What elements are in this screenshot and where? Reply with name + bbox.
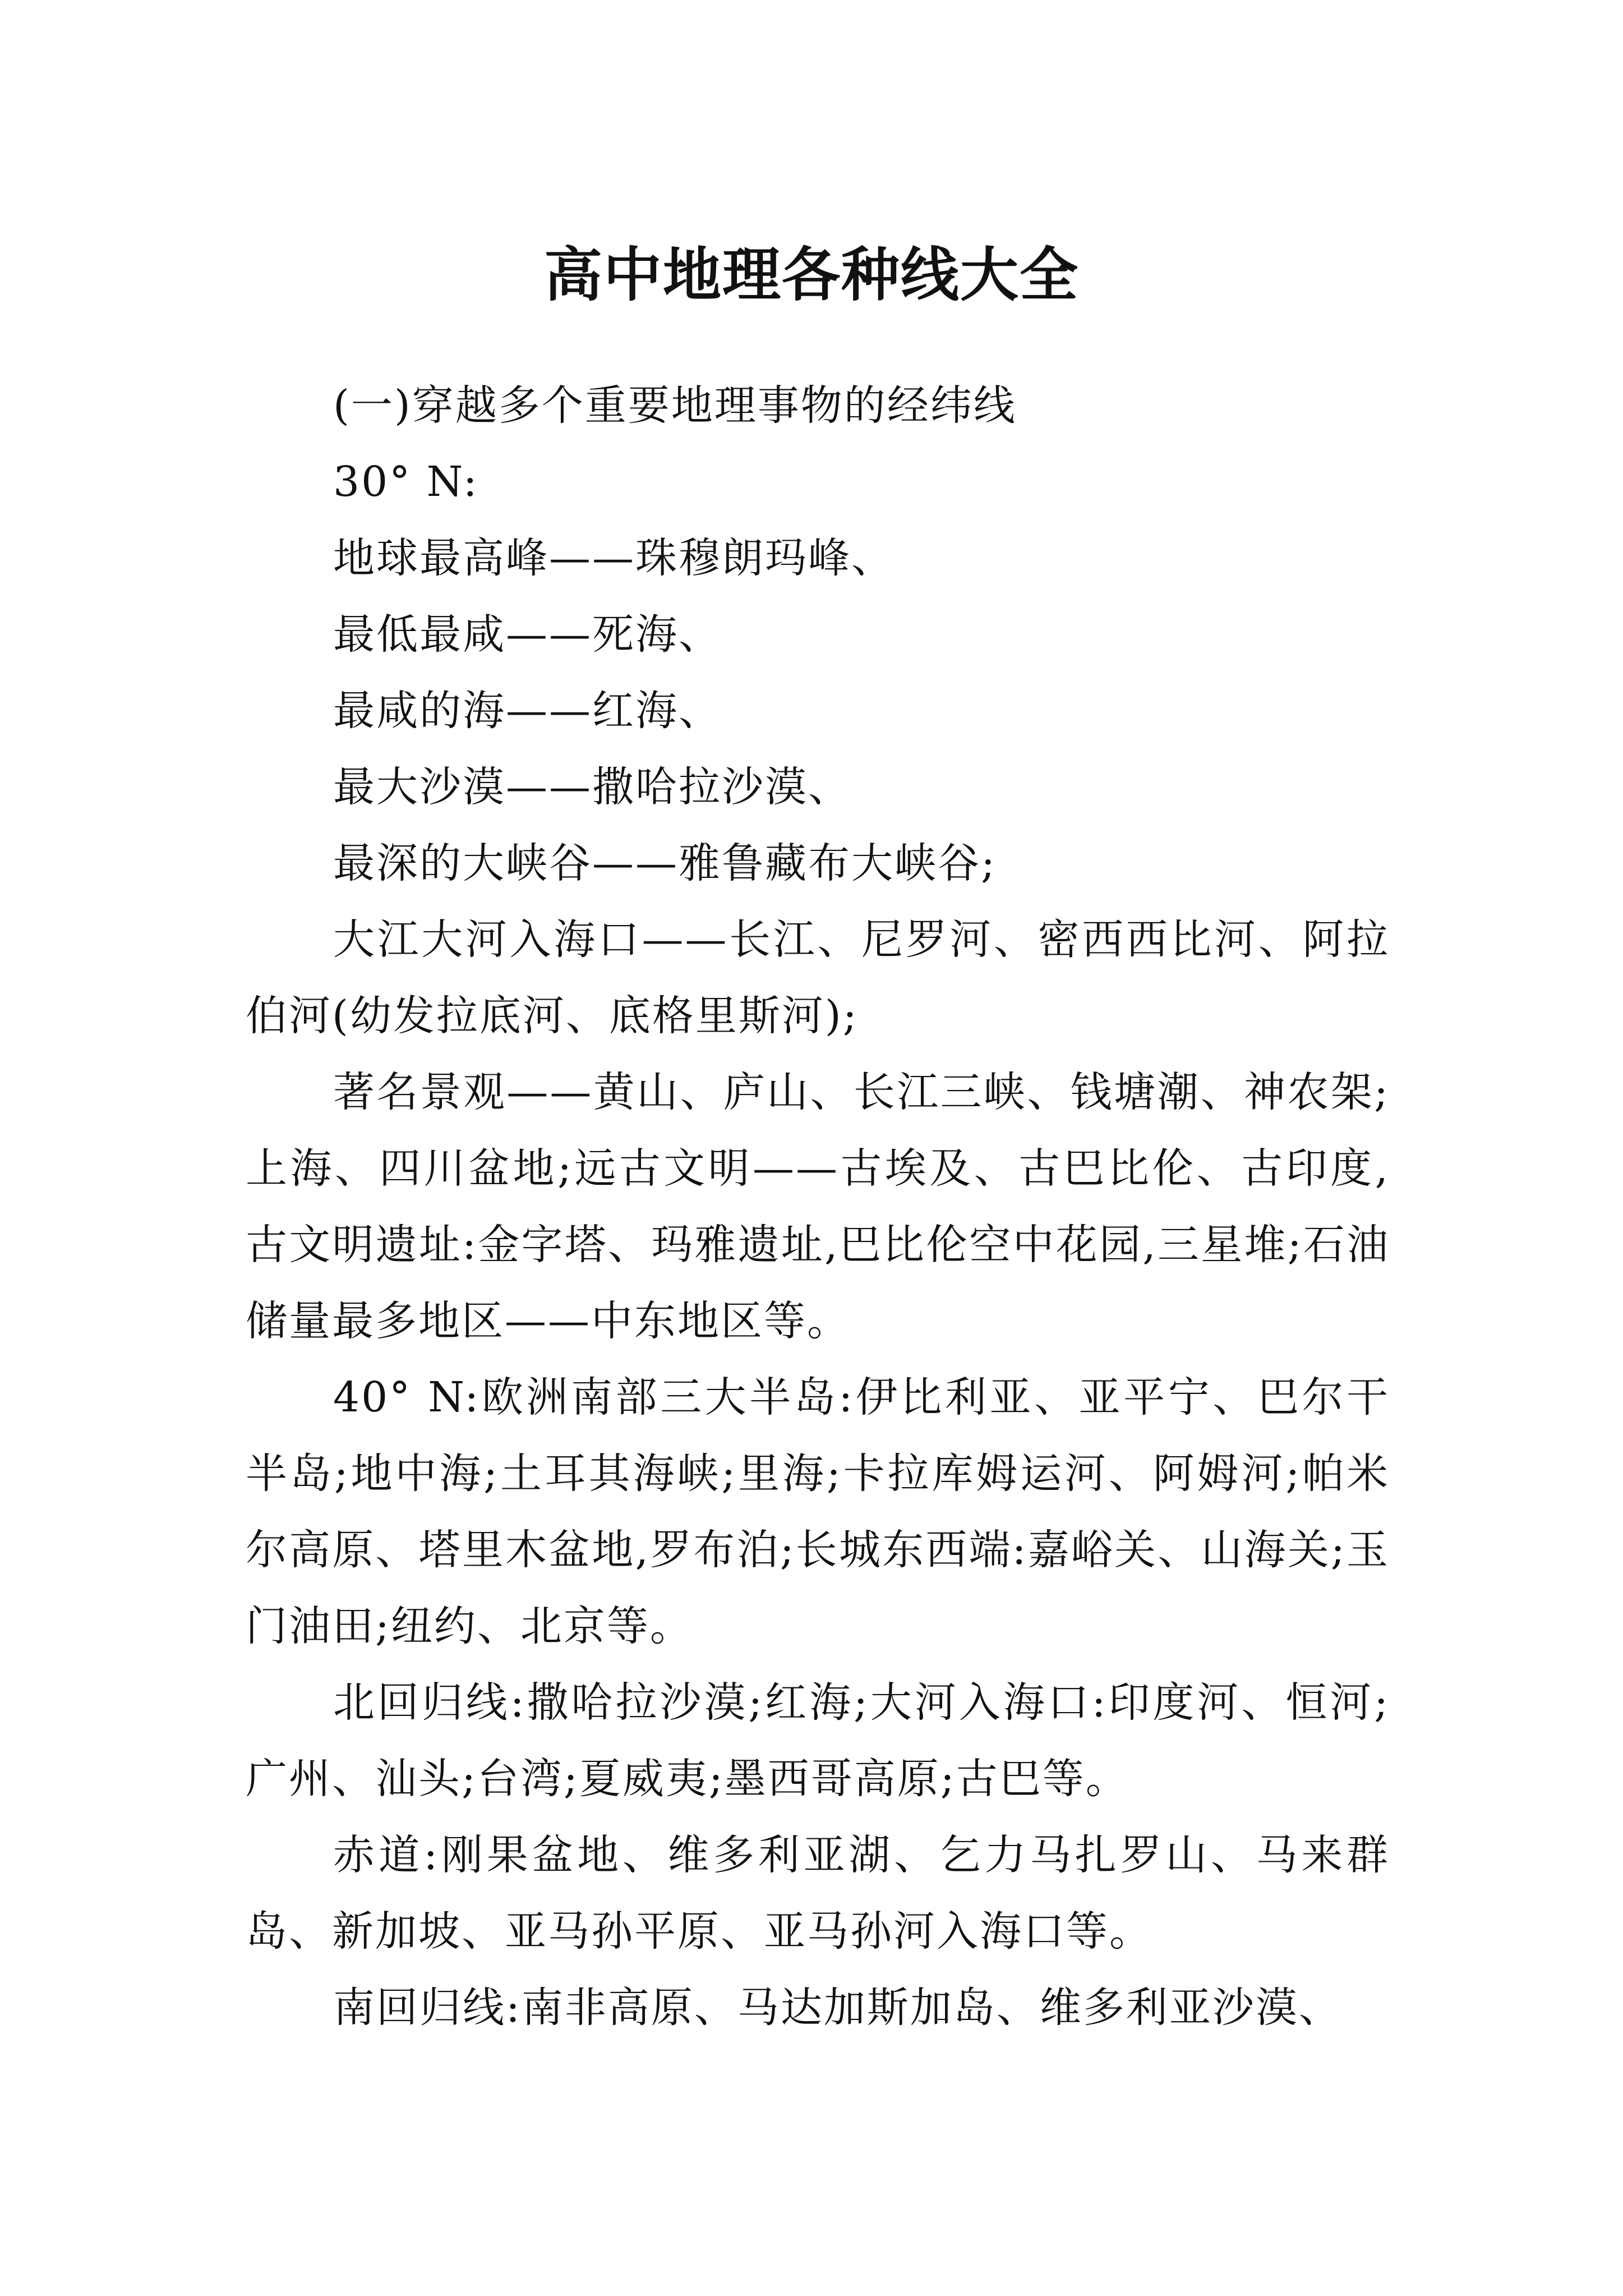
paragraph-section-heading: (一)穿越多个重要地理事物的经纬线	[333, 381, 1017, 430]
paragraph-equator: 赤道:刚果盆地、维多利亚湖、乞力马扎罗山、马来群岛、新加坡、亚马孙平原、亚马孙河入海口等。	[246, 1831, 1390, 1955]
paragraph-tropic-of-capricorn: 南回归线:南非高原、马达加斯加岛、维多利亚沙漠、	[333, 1984, 1342, 2032]
paragraph-highest-peak: 地球最高峰——珠穆朗玛峰、	[333, 534, 895, 582]
paragraph-30n-label: 30° N:	[333, 458, 479, 506]
paragraph-dead-sea: 最低最咸——死海、	[333, 610, 722, 659]
paragraph-sahara: 最大沙漠——撒哈拉沙漠、	[333, 763, 851, 811]
paragraph-canyon: 最深的大峡谷——雅鲁藏布大峡谷;	[333, 839, 997, 887]
paragraph-river-mouths: 大江大河入海口——长江、尼罗河、密西西比河、阿拉伯河(幼发拉底河、底格里斯河);	[246, 915, 1390, 1040]
document-body	[246, 367, 1390, 2046]
paragraph-red-sea: 最咸的海——红海、	[333, 687, 722, 735]
paragraph-40n: 40° N:欧洲南部三大半岛:伊比利亚、亚平宁、巴尔干半岛;地中海;土耳其海峡;里海;卡拉库姆运河、阿姆河;帕米尔高原、塔里木盆地,罗布泊;长城东西端:嘉峪关、山海关;玉门油田;纽约、北京等。	[246, 1373, 1390, 1650]
paragraph-tropic-of-cancer: 北回归线:撒哈拉沙漠;红海;大河入海口:印度河、恒河;广州、汕头;台湾;夏威夷;墨西哥高原;古巴等。	[246, 1678, 1390, 1803]
document-title: 高中地理各种线大全	[543, 240, 1079, 309]
paragraph-landmarks: 著名景观——黄山、庐山、长江三峡、钱塘潮、神农架;上海、四川盆地;远古文明——古埃及、古巴比伦、古印度,古文明遗址:金字塔、玛雅遗址,巴比伦空中花园,三星堆;石油储量最多地区——中东地区等。	[246, 1068, 1390, 1345]
